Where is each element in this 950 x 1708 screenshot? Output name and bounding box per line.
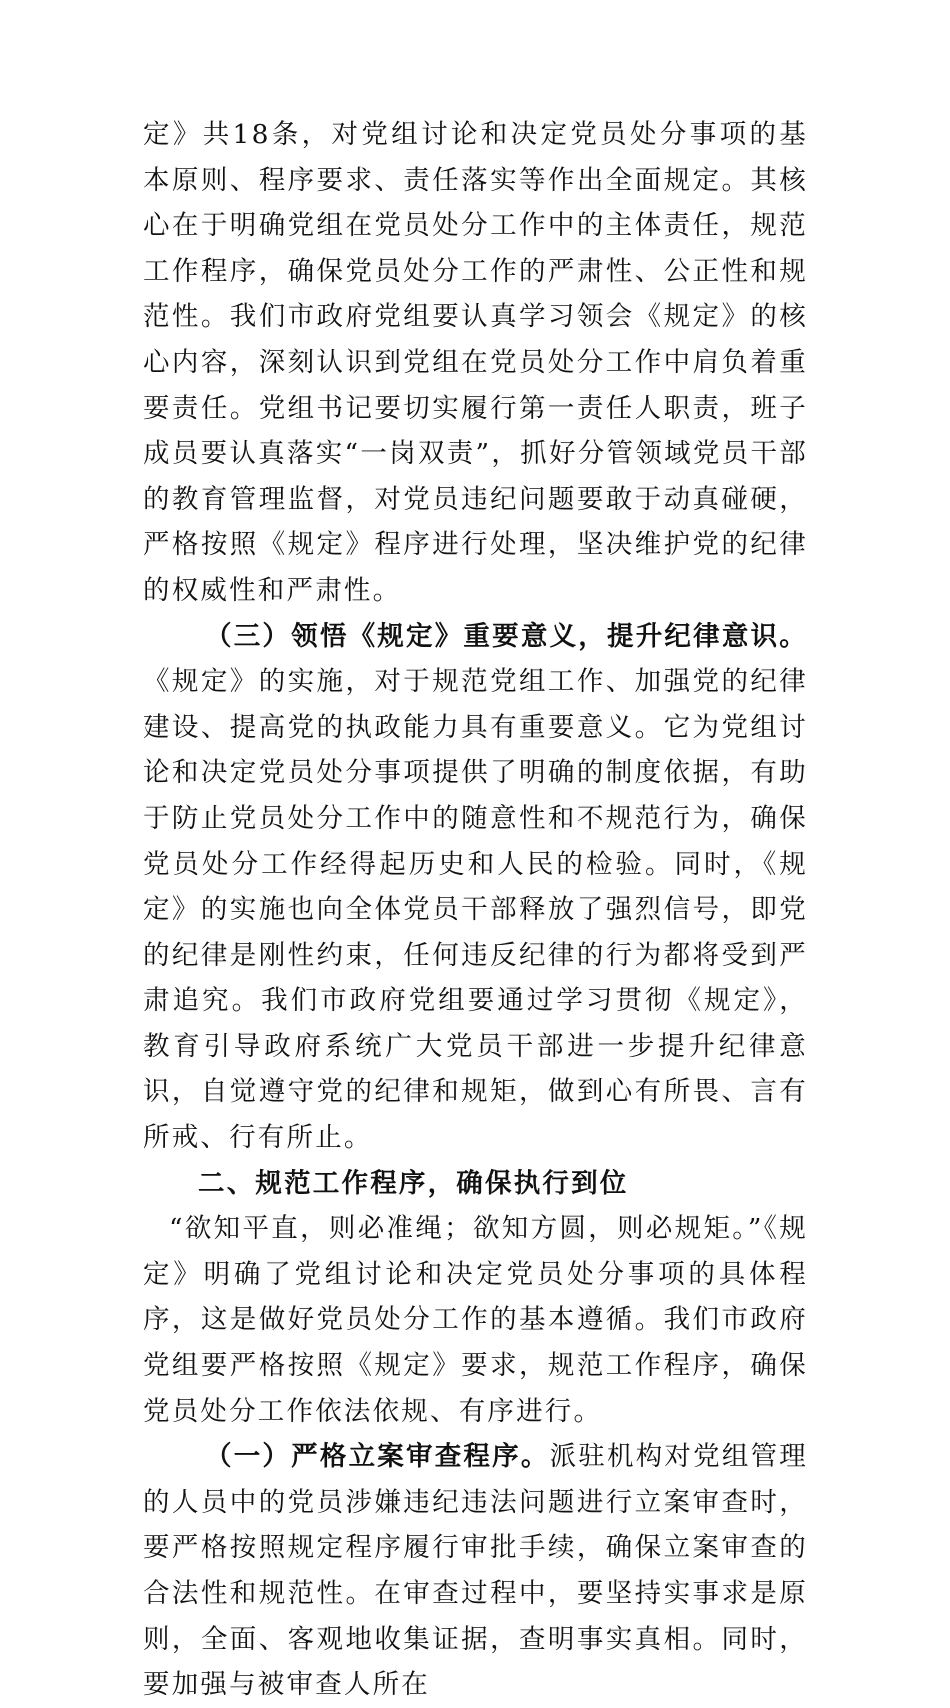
subsection-title: （三）领悟《规定》重要意义，提升纪律意识。: [205, 620, 808, 652]
body-paragraph: 定》共18条，对党组讨论和决定党员处分事项的基本原则、程序要求、责任落实等作出全面规定。其核心在于明确党组在党员处分工作中的主体责任，规范工作程序，确保党员处分工作的严肃性、公正性和规范性。我们市政府党组要认真学习领会《规定》的核心内容，深刻认识到党组在党员处分工作中肩负着重要责任。党组书记要切实履行第一责任人职责，班子成员要认真落实“一岗双责”，抓好分管领域党员干部的教育管理监督，对党员违纪问题要敢于动真碰硬，严格按照《规定》程序进行处理，坚决维护党的纪律的权威性和严肃性。: [143, 119, 808, 606]
document-page: [143, 112, 808, 1708]
subsection-title: （一）严格立案审查程序。: [205, 1441, 550, 1473]
body-paragraph: [143, 1434, 808, 1708]
section-heading: 二、规范工作程序，确保执行到位: [198, 1167, 629, 1199]
body-paragraph: “欲知平直，则必准绳；欲知方圆，则必规矩。”《规定》明确了党组讨论和决定党员处分事项的具体程序，这是做好党员处分工作的基本遵循。我们市政府党组要严格按照《规定》要求，规范工作程序，确保党员处分工作依法依规、有序进行。: [143, 1213, 808, 1427]
body-paragraph: [143, 614, 808, 1161]
paragraph-text: 《规定》的实施，对于规范党组工作、加强党的纪律建设、提高党的执政能力具有重要意义。它为党组讨论和决定党员处分事项提供了明确的制度依据，有助于防止党员处分工作中的随意性和不规范行为，确保党员处分工作经得起历史和人民的检验。同时，《规定》的实施也向全体党员干部释放了强烈信号，即党的纪律是刚性约束，任何违反纪律的行为都将受到严肃追究。我们市政府党组要通过学习贯彻《规定》，教育引导政府系统广大党员干部进一步提升纪律意识，自觉遵守党的纪律和规矩，做到心有所畏、言有所戒、行有所止。: [143, 666, 808, 1154]
paragraph-text: 派驻机构对党组管理的人员中的党员涉嫌违纪违法问题进行立案审查时，要严格按照规定程序履行审批手续，确保立案审查的合法性和规范性。在审查过程中，要坚持实事求是原则，全面、客观地收集证据，查明事实真相。同时，要加强与被审查人所在: [143, 1441, 808, 1701]
